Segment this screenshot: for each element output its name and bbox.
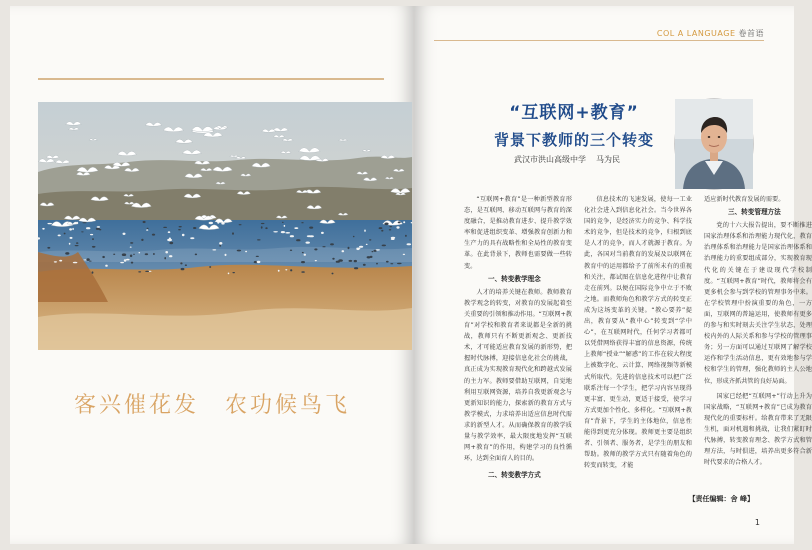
- waterbird: [145, 271, 149, 272]
- waterbird: [376, 263, 378, 265]
- waterbird: [285, 232, 290, 234]
- waterbird: [342, 250, 345, 252]
- waterbird: [163, 227, 167, 228]
- waterbird: [123, 233, 126, 235]
- waterbird: [169, 242, 173, 244]
- waterbird: [257, 239, 261, 240]
- waterbird: [59, 260, 62, 262]
- waterbird: [315, 260, 317, 261]
- waterbird: [332, 273, 334, 275]
- waterbird: [145, 253, 148, 255]
- waterbird: [153, 253, 155, 255]
- waterbird: [304, 254, 306, 256]
- waterbird: [82, 222, 86, 223]
- waterbird: [301, 222, 303, 223]
- right-page: [414, 6, 812, 544]
- waterbird: [69, 228, 72, 230]
- waterbird: [384, 223, 388, 226]
- waterbird: [178, 229, 181, 230]
- section-tag-zh: 卷首语: [738, 29, 764, 38]
- waterbird: [139, 252, 141, 253]
- waterbird: [307, 235, 312, 237]
- waterbird: [256, 256, 259, 257]
- waterbird: [133, 254, 135, 255]
- waterbird: [217, 221, 219, 223]
- author-name: 马为民: [596, 155, 620, 164]
- waterbird: [403, 254, 405, 255]
- waterbird: [212, 249, 216, 250]
- header-rule: [434, 40, 764, 41]
- page-number: 1: [754, 518, 760, 527]
- waterbird: [364, 230, 366, 232]
- waterbird: [330, 243, 334, 245]
- waterbird: [209, 266, 211, 268]
- editor-credit: 【责任编辑：舍 峰】: [688, 495, 754, 503]
- waterbird: [195, 254, 197, 256]
- waterbird: [58, 235, 61, 237]
- waterbird: [219, 245, 221, 247]
- waterbird: [130, 255, 132, 258]
- waterbird: [130, 242, 133, 244]
- section-tag-en: COL A LANGUAGE: [656, 29, 736, 38]
- waterbird: [232, 232, 234, 234]
- waterbird: [164, 257, 166, 259]
- waterbird: [141, 239, 143, 241]
- paragraph-2-end: 适应新时代教育发展的需要。: [704, 196, 785, 203]
- waterbird: [302, 252, 304, 253]
- waterbird: [284, 225, 286, 227]
- paragraph-1: 人才的培养关键在教师。教师教育教学观念的转变，对教育的发展起着至关重要的引领和推动作用。“互联网+教育”对学校和教育者来说都是全新的挑战，教师只有不断更新观念、更新技术，才可能适应教育发展的新形势，把握时代脉搏，迎接信息化社会的挑战，真正成为实现教育现代化和跨越式发展的主力军。教师要借助互联网，自觉地利用互联网资源，培养自我更新观念与更新知识的能力，探索新的教育方式与教学模式，力求培养出适应信息时代需求的新型人才。从而确保教育的教学质量与教学效率，最大限度地发挥“互联网+教育”的作用，构建学习的良性循环，达到全面育人的目的。: [464, 288, 572, 463]
- caption-part-2: 农功候鸟飞: [225, 393, 351, 418]
- waterbird: [379, 227, 383, 229]
- waterbird: [147, 228, 149, 229]
- waterbird: [165, 251, 168, 253]
- waterbird: [405, 235, 407, 237]
- paragraph-2: 信息技术的飞速发展，使每一工业化社会进入到信息化社会。当今世界各国的竞争，是经济实力的竞争、科学技术的竞争，但是技术的竞争，归根到底是人才的竞争，而人才就源于教育。为此，各国对当前教育的发展及以联网在教育中的运用都给予了前所未有的重视和关注，都试图在信息化进程中让教育走在前列。以便在国际竞争中立于不败之地。而教师角色和教学方式的转变正成为这场变革的关键。“教心要养”提出，教育要从“教中心”转变到“学中心”，在互联网时代，任何学习者都可以凭借网络获得丰富的信息资源，传统上教师“授业”“解惑”的工作在较大程度上被数字化、云计算、网络视频等新模式所取代。先进的信息技术可以把广泛联系注每一个学生，把学习内容呈现得更丰富、更生动，更适于接受，使学习方式更加个性化、多样化。“互联网+教育”背景下，学生的主体地位，信息性能得到更充分体现。教师更主要是组织者、引领者、服务者，是学生的朋友和帮助。教师的教学方式只有随着角色的转变而转变，才能: [584, 196, 692, 470]
- waterbird: [354, 267, 358, 269]
- waterbird: [257, 261, 261, 263]
- article-column-2: [584, 194, 692, 471]
- waterbird: [372, 251, 374, 252]
- waterbird: [407, 243, 412, 245]
- title-line-1: “互联网+教育”: [509, 103, 639, 123]
- waterbird: [76, 242, 78, 244]
- waterbird: [72, 228, 74, 230]
- waterbird: [290, 250, 292, 251]
- waterbird: [113, 254, 115, 255]
- waterbird: [348, 247, 350, 249]
- waterbird: [245, 251, 247, 253]
- article-column-3: [704, 194, 812, 468]
- waterbird: [138, 271, 141, 272]
- waterbird: [73, 262, 78, 264]
- waterbird: [96, 228, 100, 230]
- waterbird: [349, 260, 353, 262]
- waterbird: [338, 259, 343, 262]
- article-column-1: [464, 194, 572, 483]
- waterbird: [261, 223, 265, 224]
- article-title: [454, 98, 694, 150]
- waterbird: [398, 222, 401, 224]
- waterbird: [389, 229, 392, 230]
- waterbird: [86, 258, 89, 261]
- waterbird: [363, 264, 366, 266]
- waterbird: [76, 222, 78, 224]
- waterbird: [181, 268, 185, 270]
- waterbird: [386, 261, 389, 263]
- waterbird: [179, 226, 182, 227]
- waterbird: [97, 226, 100, 228]
- waterbird: [105, 265, 108, 267]
- waterbird: [81, 231, 84, 232]
- waterbird: [301, 271, 305, 273]
- waterbird: [167, 239, 172, 241]
- waterbird: [321, 232, 324, 234]
- waterbird: [354, 260, 357, 262]
- author-school: 武汉市洪山高级中学: [514, 155, 586, 164]
- waterbird: [42, 228, 45, 230]
- waterbird: [285, 269, 287, 270]
- waterbird: [397, 263, 402, 264]
- waterbird: [193, 227, 196, 229]
- waterbird: [369, 239, 371, 240]
- waterbird: [281, 231, 285, 233]
- waterbird: [359, 246, 363, 248]
- waterbird: [239, 224, 242, 225]
- waterbird: [182, 234, 185, 236]
- waterbird: [382, 245, 386, 247]
- waterbird: [180, 262, 182, 264]
- waterbird: [168, 231, 171, 233]
- waterbird: [290, 269, 292, 271]
- waterbird: [367, 256, 371, 258]
- waterbird: [296, 239, 300, 241]
- waterbird: [122, 253, 126, 256]
- waterbird: [301, 261, 305, 263]
- waterbird: [75, 245, 79, 246]
- waterbird: [64, 233, 66, 235]
- waterbird: [353, 236, 355, 238]
- magazine-spread: [10, 6, 812, 544]
- waterbird: [69, 243, 71, 245]
- left-page: [10, 6, 414, 544]
- heading-1: 一、转变教学理念: [488, 274, 541, 283]
- waterbird: [381, 230, 383, 232]
- section-tag: [657, 28, 764, 39]
- waterbird: [314, 248, 317, 250]
- waterbird: [294, 227, 298, 229]
- waterbird: [209, 222, 213, 224]
- waterbird: [322, 246, 325, 247]
- waterbird: [169, 255, 172, 257]
- waterbird: [237, 250, 241, 252]
- paragraph-3: 党的十六大报告提出，要不断推进国家治理体系和治理能力现代化，教育治理体系和治理能力是国家治理体系和治理能力的重要组成部分，实现教育现代化的关键在于建设现代学校制度。“互联网+教育”时代，教师将会有更多机会参与到学校的管理事务中来。在学校管理中扮演重要的角色，一方面，互联网的普遍运用，使教师有更多的参与和实时刻去关注学生状态，处理校内外的人际关系和参与学校的管理事务；另一方面可以通过互联网了解学校运作和学生活动信息，更有效地参与学校和学生的管理，强化教师的主人公地位，形成齐抓共管的良好局面。: [704, 222, 812, 385]
- waterbird: [290, 235, 294, 237]
- waterbird: [92, 246, 96, 248]
- waterbird: [261, 226, 263, 228]
- waterbird: [146, 229, 148, 230]
- waterbird: [47, 247, 50, 249]
- waterbird: [190, 237, 194, 239]
- waterbird: [366, 244, 368, 245]
- author-portrait: [674, 98, 754, 190]
- title-line-2: 背景下教师的三个转变: [493, 131, 654, 149]
- waterbird: [221, 222, 224, 224]
- top-rule: [38, 78, 384, 80]
- photo-caption: [74, 388, 384, 416]
- waterbird: [89, 261, 92, 262]
- wetland-bird-photo: [38, 102, 412, 350]
- waterbird: [143, 221, 146, 223]
- waterbird: [219, 242, 222, 245]
- waterbird: [92, 271, 94, 273]
- waterbird: [309, 227, 313, 229]
- waterbird: [90, 234, 93, 235]
- waterbird: [54, 261, 57, 262]
- waterbird: [47, 223, 52, 224]
- waterbird: [185, 264, 187, 266]
- waterbird: [232, 272, 235, 273]
- author-byline: [514, 154, 630, 165]
- waterbird: [130, 247, 132, 248]
- waterbird: [65, 252, 69, 255]
- waterbird: [396, 226, 399, 228]
- waterbird: [391, 238, 395, 240]
- waterbird: [86, 227, 90, 229]
- waterbird: [278, 270, 280, 272]
- paragraph-conclusion: 国家已经把“互联网+”行动上升为国家战略，“互联网+教育”已成为教育现代化的重要标杆。给教育带来了无限生机，面对机遇和挑战，让我们紧盯时代脉搏，转变教育理念、教学方式和管理方法，与时俱进，培养出更多符合新时代要求的合格人才。: [704, 392, 812, 467]
- waterbird: [126, 259, 130, 261]
- waterbird: [332, 258, 334, 260]
- waterbird: [376, 249, 380, 250]
- heading-2: 二、转变教学方式: [488, 471, 541, 480]
- waterbird: [306, 242, 310, 244]
- waterbird: [120, 262, 124, 263]
- waterbird: [282, 222, 284, 223]
- intro-paragraph: “互联网+教育”是一种新型教育形态，是互联网、移动互联网与教育的深度融合，是推动教育进步、提升教学效率和促进组织变革、增强教育创新力和生产力的具有战略性和全局性的教育变革。在此背景下，教师也需要做一些转变。: [464, 196, 572, 270]
- waterbird: [225, 254, 227, 256]
- waterbird: [356, 249, 359, 250]
- waterbird: [265, 227, 267, 229]
- caption-part-1: 客兴催花发: [74, 393, 200, 418]
- waterbird: [390, 263, 393, 264]
- waterbird: [131, 262, 133, 264]
- waterbird: [92, 238, 94, 240]
- waterbird: [70, 237, 73, 239]
- heading-3: 三、转变管理方法: [728, 208, 781, 217]
- waterbird: [403, 221, 405, 223]
- waterbird: [273, 231, 278, 232]
- waterbird: [102, 256, 105, 258]
- waterbird: [389, 226, 392, 227]
- waterbird: [37, 237, 40, 239]
- waterbird: [411, 222, 413, 223]
- waterbird: [152, 234, 155, 236]
- waterbird: [228, 273, 230, 275]
